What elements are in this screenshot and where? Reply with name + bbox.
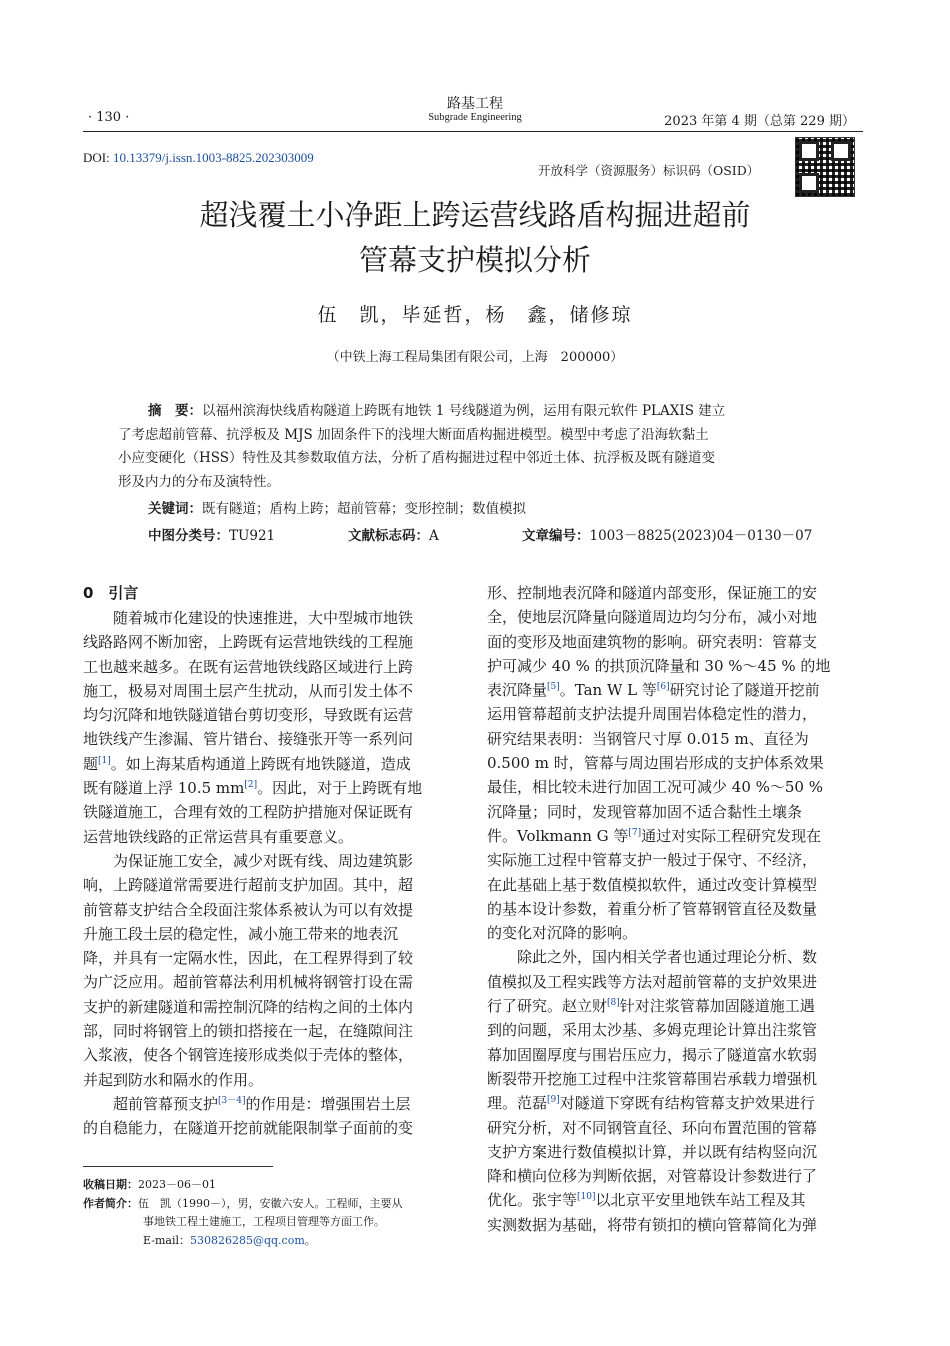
clc-number: 中图分类号：TU921 xyxy=(148,528,276,544)
abstract: 摘 要：以福州滨海快线盾构隧道上跨既有地铁 1 号线隧道为例，运用有限元软件 PLAXIS 建立 了考虑超前管幕、抗浮板及 MJS 加固条件下的浅埋大断面盾构掘进模型。模型中考虑了沿海软黏土 小应变硬化（HSS）特性及其参数取值方法，分析了盾构掘进过程中邻近土体、抗浮板及既有隧道变 形及内力的分布及演特性。 xyxy=(118,403,726,490)
header-rule xyxy=(83,131,863,132)
article-number: 文章编号：1003－8825(2023)04－0130－07 xyxy=(522,528,813,544)
abstract-label: 摘 要： xyxy=(148,403,202,419)
affiliation: （中铁上海工程局集团有限公司，上海 200000） xyxy=(326,350,624,365)
citation-link[interactable]: [7] xyxy=(628,827,642,838)
journal-title-cn: 路基工程 xyxy=(447,96,503,112)
footnote: 收稿日期：2023－06－01 作者简介：伍 凯（1990－），男，安徽六安人。工程师，主要从 事地铁工程土建施工，工程项目管理等方面工作。 E-mail：530826285@qq.com。 xyxy=(83,1178,403,1247)
citation-link[interactable]: [9] xyxy=(547,1095,560,1106)
citation-link[interactable]: [2] xyxy=(244,780,258,791)
section-heading: 0 引言 xyxy=(83,584,139,602)
citation-link[interactable]: [1] xyxy=(98,755,111,766)
citation-link[interactable]: [8] xyxy=(607,998,620,1009)
document-code: 文献标志码：A xyxy=(348,528,439,544)
doi-link[interactable]: 10.13379/j.issn.1003-8825.202303009 xyxy=(112,150,314,165)
citation-link[interactable]: [3－4] xyxy=(218,1095,246,1106)
citation-link[interactable]: [5] xyxy=(547,682,560,693)
doi: DOI: 10.13379/j.issn.1003-8825.202303009 xyxy=(83,150,314,165)
left-column: 随着城市化建设的快速推进，大中型城市地铁 线路路网不断加密，上跨既有运营地铁线的工程施 工也越来越多。在既有运营地铁线路区域进行上跨 施工，极易对周围土层产生扰动，从而引发土体不 均匀沉降和地铁隧道错台剪切变形，导致既有运营 地铁线产生渗漏、管片错台、接缝张开等一系列问 题[1]。如上海某盾构通道上跨既有地铁隧道，造成 既有隧道上浮 10.5 mm[2]。因此，对于上跨既有地 铁隧道施工，合理有效的工程防护措施对保证既有 运营地铁线路的正常运营具有重要意义。 为保证施工安全，减少对既有线、周边建筑影 响，上跨隧道常需要进行超前支护加固。其中，超 前管幕支护结合全段面注浆体系被认为可以有效提 升施工段土层的稳定性，减小施工带来的地表沉 降，并具有一定隔水性，因此，在工程界得到了较 为广泛应用。超前管幕法利用机械将钢管打设在需 支护的新建隧道和需控制沉降的结构之间的土体内 部，同时将钢管上的锁扣搭接在一起，在缝隙间注 入浆液，使各个钢管连接形成类似于壳体的整体， 并起到防水和隔水的作用。 超前管幕预支护[3－4]的作用是：增强围岩土层 的自稳能力，在隧道开挖前就能限制掌子面前的变 xyxy=(83,609,423,1138)
qr-code-icon xyxy=(795,137,855,197)
email-link[interactable]: 530826285@qq.com xyxy=(189,1233,305,1247)
citation-link[interactable]: [10] xyxy=(577,1192,596,1203)
paper-title: 超浅覆土小净距上跨运营线路盾构掘进超前 管幕支护模拟分析 xyxy=(199,198,751,277)
right-column: 形、控制地表沉降和隧道内部变形，保证施工的安 全，使地层沉降量向隧道周边均匀分布，减小对地 面的变形及地面建筑物的影响。研究表明：管幕支 护可减少 40 % 的拱顶沉降量和 30 %～45 % 的地 表沉降量[5]。Tan W L 等[6]研究讨论了隧道开挖前 运用管幕超前支护法提升周围岩体稳定性的潜力， 研究结果表明：当钢管尺寸厚 0.015 m、直径为 0.500 m 时，管幕与周边围岩形成的支护体系效果 最佳，相比较未进行加固工况可减少 40 %～50 % 沉降量；同时，发现管幕加固不适合黏性土壤条 件。Volkmann G 等[7]通过对实际工程研究发现在 实际施工过程中管幕支护一般过于保守、不经济， 在此基础上基于数值模拟软件，通过改变计算模型 的基本设计参数，着重分析了管幕钢管直径及数量 的变化对沉降的影响。 除此之外，国内相关学者也通过理论分析、数 值模拟及工程实践等方法对超前管幕的支护效果进 行了研究。赵立财[8]针对注浆管幕加固隧道施工遇 到的问题，采用太沙基、多姆克理论计算出注浆管 幕加固圈厚度与围岩压应力，揭示了隧道富水软弱 断裂带开挖施工过程中注浆管幕围岩承载力增强机 理。范磊[9]对隧道下穿既有结构管幕支护效果进行 研究分析，对不同钢管直径、环向布置范围的管幕 支护方案进行数值模拟计算，并以既有结构竖向沉 降和横向位移为判断依据，对管幕设计参数进行了 优化。张宇等[10]以北京平安里地铁车站工程及其 实测数据为基础，将带有锁扣的横向管幕简化为弹 xyxy=(487,584,831,1234)
osid-label: 开放科学（资源服务）标识码（OSID） xyxy=(538,163,760,178)
issue-info: 2023 年第 4 期（总第 229 期） xyxy=(664,114,855,129)
citation-link[interactable]: [6] xyxy=(656,682,670,693)
journal-title-en: Subgrade Engineering xyxy=(428,112,522,123)
keywords: 关键词：既有隧道；盾构上跨；超前管幕；变形控制；数值模拟 xyxy=(148,501,526,517)
footnote-rule xyxy=(83,1166,273,1167)
page-number: · 130 · xyxy=(88,110,130,125)
authors: 伍 凯，毕延哲，杨 鑫，储修琼 xyxy=(317,304,633,326)
